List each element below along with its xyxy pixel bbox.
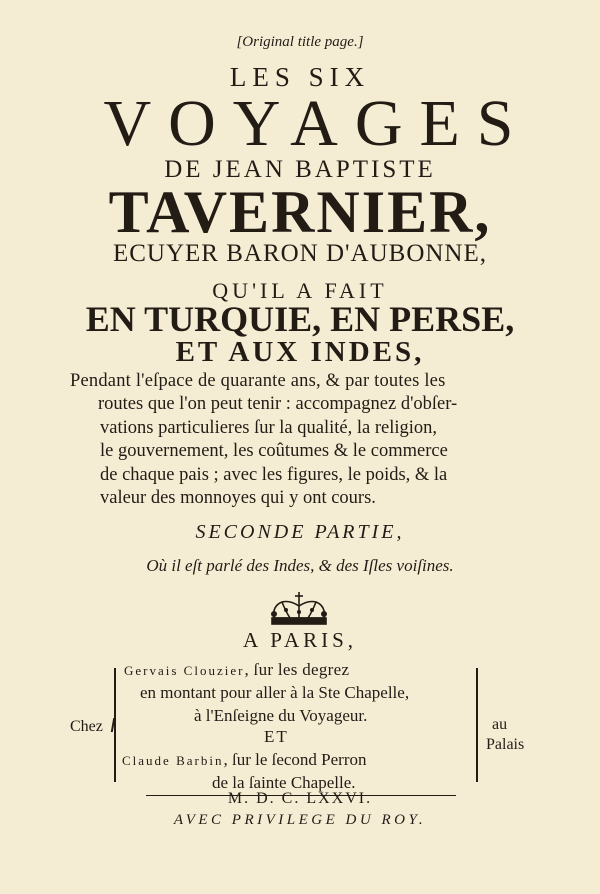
imprint-gervais-line2: en montant pour aller à la Ste Chapelle, [140, 683, 410, 702]
imprint-palais: Palais [486, 736, 525, 753]
crown-icon [266, 588, 332, 628]
description-line: de chaque pais ; avec les figures, le poids, & la [100, 464, 448, 485]
title-tavernier: TAVERNIER, [108, 179, 492, 245]
imprint-gervais-line3: à l'Enſeigne du Voyageur. [194, 706, 368, 725]
publication-date: M. D. C. LXXVI. [227, 790, 373, 807]
left-brace-point [111, 718, 119, 732]
title-les-six: LES SIX [229, 62, 371, 92]
imprint-claude: Claude Barbin, ſur le ſecond Perron [122, 750, 367, 769]
description-line: Pendant l'eſpace de quarante ans, & par toutes les [70, 371, 446, 391]
description-line: valeur des monnoyes qui y ont cours. [100, 488, 376, 509]
seconde-partie: SECONDE PARTIE, [195, 521, 405, 543]
publisher-name-claude: Claude Barbin [122, 753, 224, 768]
description-line: le gouvernement, les coûtumes & le commerce [100, 441, 448, 462]
title-indes: ET AUX INDES, [175, 336, 425, 368]
imprint-paris: A PARIS, [242, 628, 358, 652]
description-paragraph [70, 370, 538, 510]
privilege-line: AVEC PRIVILEGE DU ROY. [173, 812, 427, 828]
description-line: vations particulieres ſur la qualité, la religion, [100, 417, 438, 438]
publisher-name-gervais: Gervais Clouzier [124, 663, 245, 678]
original-title-note: [Original title page.] [236, 34, 364, 50]
imprint-au: au [492, 716, 508, 733]
subtitle-indes-isles: Où il eſt parlé des Indes, & des Iſles voiſines. [146, 556, 454, 575]
description-line: routes que l'on peut tenir : accompagnez d'obſer- [98, 394, 458, 415]
title-turquie: EN TURQUIE, EN PERSE, [85, 299, 515, 339]
title-quil: QU'IL A FAIT [212, 278, 388, 303]
imprint-chez: Chez [70, 718, 103, 735]
imprint-gervais: Gervais Clouzier, ſur les degrez [124, 660, 350, 679]
right-brace [476, 668, 478, 782]
imprint-claude-line2: de la ſainte Chapelle. [212, 773, 356, 792]
imprint-et: ET [264, 727, 289, 746]
title-de-jean: DE JEAN BAPTISTE [164, 156, 436, 183]
title-ecuyer: ECUYER BARON D'AUBONNE, [112, 240, 488, 267]
title-voyages: VOYAGES [103, 87, 531, 160]
